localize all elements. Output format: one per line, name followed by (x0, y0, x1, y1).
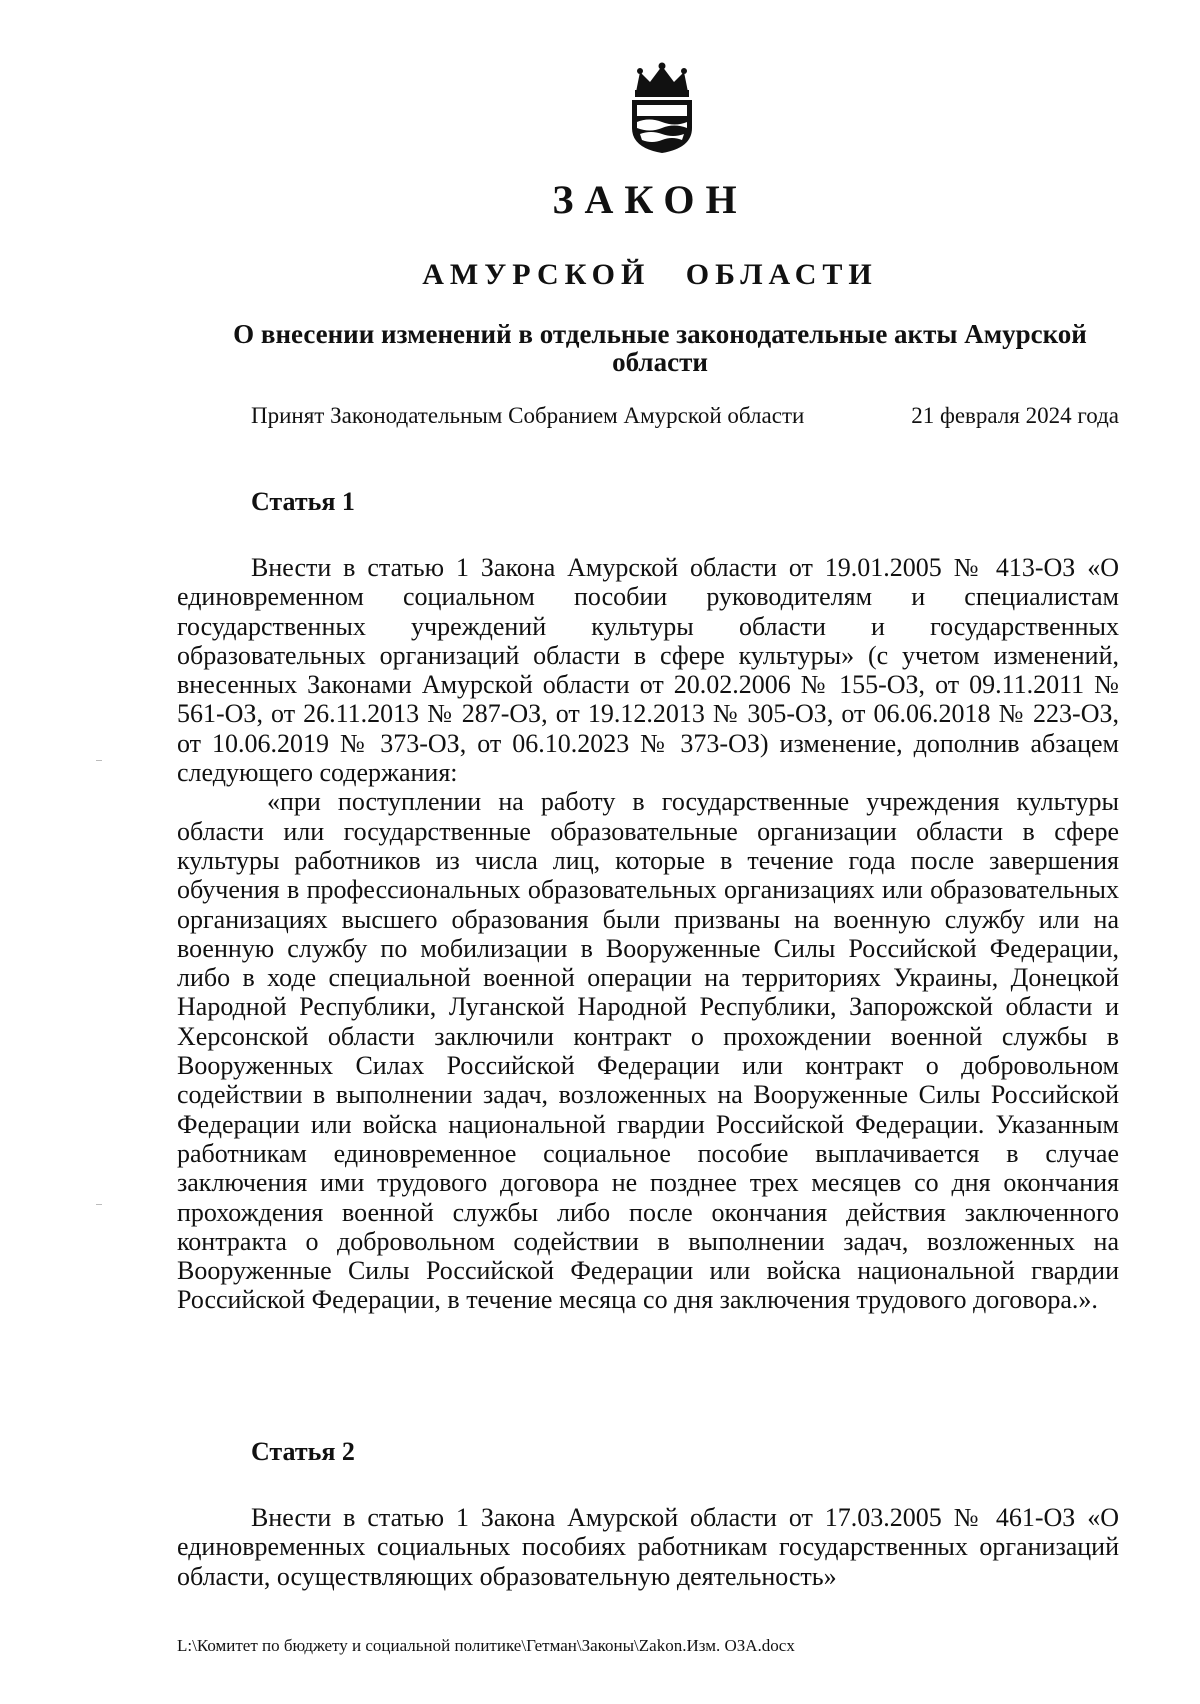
file-path-footer: L:\Комитет по бюджету и социальной политике\Гетман\Законы\Zakon.Изм. ОЗА.docx (177, 1636, 795, 1655)
adoption-line (251, 403, 1119, 429)
adopted-date: 21 февраля 2024 года (911, 403, 1119, 428)
article-1-heading: Статья 1 (251, 487, 355, 516)
article-1-paragraph: Внести в статью 1 Закона Амурской области от 19.01.2005 № 413-ОЗ «О единовременном социальном пособии руководителям и специалистам государственных учреждений культуры области и государственных образовательных организаций области в сфере культуры» (с учетом изменений, внесенных Законами Амурской области от 20.02.2006 № 155-ОЗ, от 09.11.2011 № 561-ОЗ, от 26.11.2013 № 287-ОЗ, от 19.12.2013 № 305-ОЗ, от 06.06.2018 № 223-ОЗ, от 10.06.2019 № 373-ОЗ, от 06.10.2023 № 373-ОЗ) изменение, дополнив абзацем следующего содержания: (177, 553, 1119, 788)
article-1-quoted-paragraph: «при поступлении на работу в государственные учреждения культуры области или государственные образовательные организации области в сфере культуры работников из числа лиц, которые в течение года после завершения обучения в профессиональных образовательных организациях или образовательных организациях высшего образования были призваны на военную службу или на военную службу по мобилизации в Вооруженные Силы Российской Федерации, либо в ходе специальной военной операции на территориях Украины, Донецкой Народной Республики, Луганской Народной Республики, Запорожской области и Херсонской области заключили контракт о прохождении военной службы в Вооруженных Силах Российской Федерации или контракт о добровольном содействии в выполнении задач, возложенных на Вооруженные Силы Российской Федерации или войска национальной гвардии Российской Федерации. Указанным работникам единовременное социальное пособие выплачивается в случае заключения ими трудового договора не позднее трех месяцев со дня окончания прохождения военной службы либо после окончания действия заключенного контракта о добровольном содействии в выполнении задач, возложенных на Вооруженные Силы Российской Федерации или войска национальной гвардии Российской Федерации, в течение месяца со дня заключения трудового договора.». (177, 787, 1119, 1315)
adopted-by: Принят Законодательным Собранием Амурской области (251, 403, 805, 428)
amur-oblast-emblem-icon (624, 62, 700, 154)
scan-margin-mark (96, 760, 102, 761)
article-2-paragraph: Внести в статью 1 Закона Амурской области от 17.03.2005 № 461-ОЗ «О единовременных социальных пособиях работникам государственных организаций области, осуществляющих образовательную деятельность» (177, 1503, 1119, 1591)
document-title: ЗАКОН (552, 177, 748, 222)
region-title: АМУРСКОЙ ОБЛАСТИ (422, 258, 878, 291)
law-subject: О внесении изменений в отдельные законодательные акты Амурской области (233, 319, 1087, 377)
article-1-body (177, 553, 1119, 1315)
scan-margin-mark (96, 1204, 102, 1205)
article-2-body (177, 1503, 1119, 1591)
article-2-heading: Статья 2 (251, 1437, 355, 1466)
